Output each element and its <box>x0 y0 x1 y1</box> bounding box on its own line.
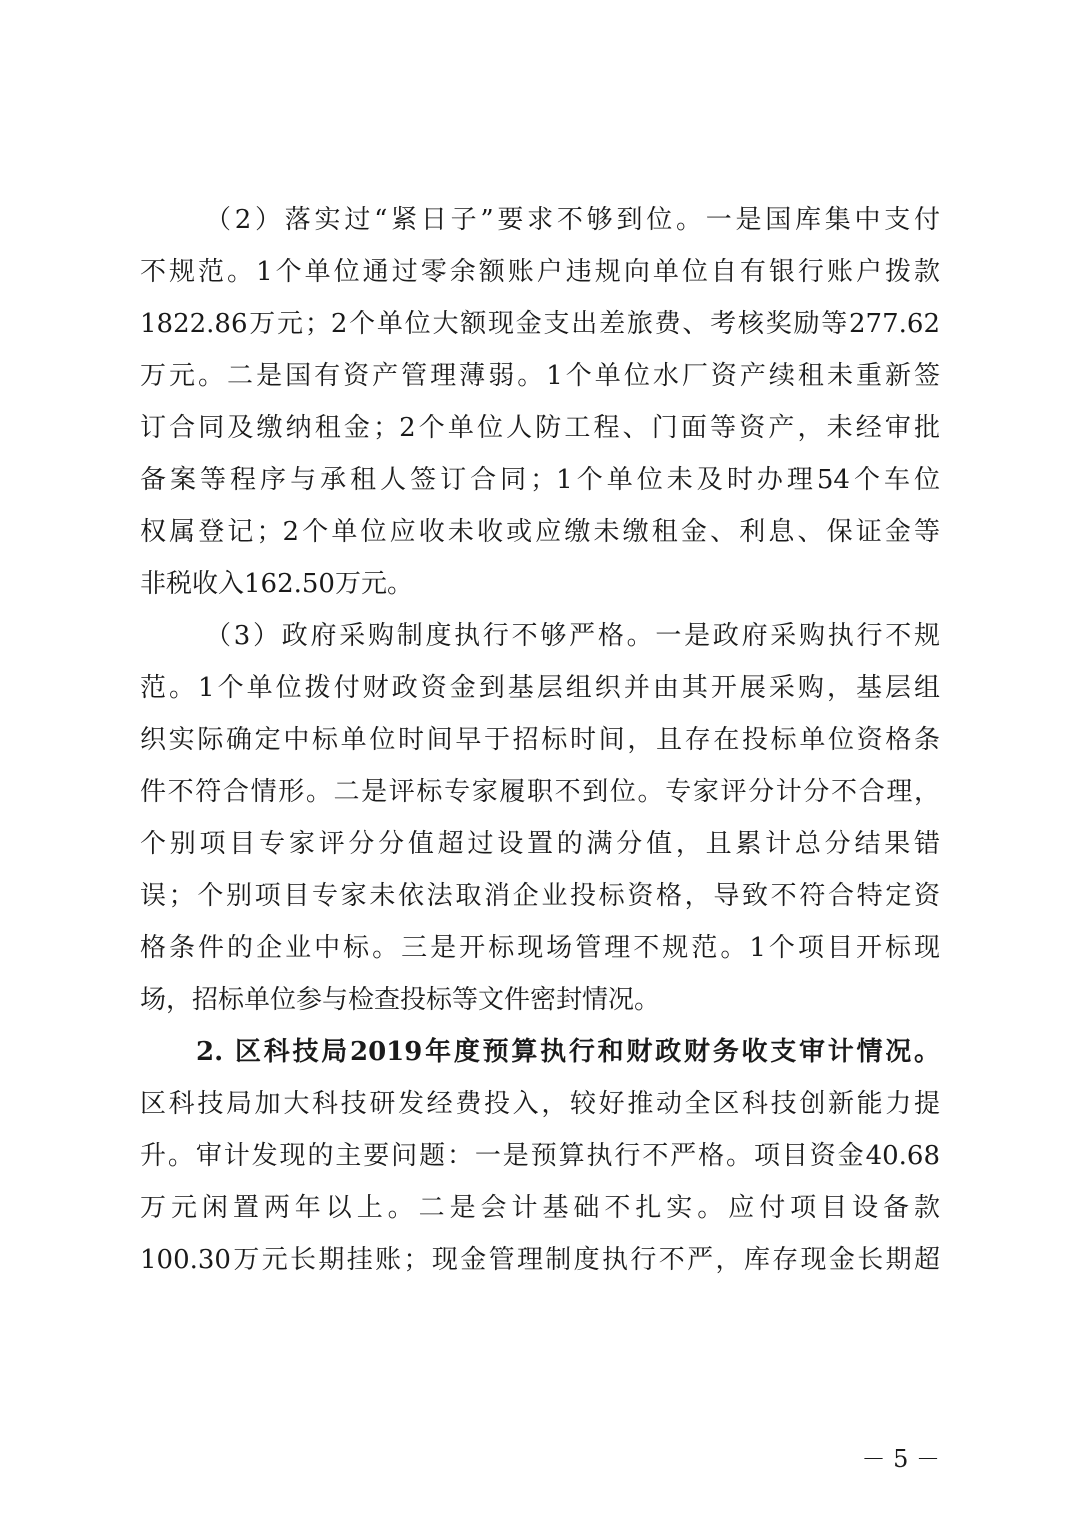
paragraph-line: （2）落实过“紧日子”要求不够到位。一是国库集中支付 <box>205 205 940 235</box>
paragraph-line: 权属登记；2个单位应收未收或应缴未缴租金、利息、保证金等 <box>140 517 940 547</box>
paragraph-line: 场，招标单位参与检查投标等文件密封情况。 <box>140 985 661 1015</box>
paragraph-line: 误；个别项目专家未依法取消企业投标资格，导致不符合特定资 <box>140 881 940 911</box>
paragraph-line: 万元闲置两年以上。二是会计基础不扎实。应付项目设备款 <box>140 1193 940 1223</box>
paragraph-line: 100.30万元长期挂账；现金管理制度执行不严，库存现金长期超 <box>140 1245 940 1275</box>
section-heading: 2. 区科技局2019年度预算执行和财政财务收支审计情况。 <box>196 1037 940 1067</box>
paragraph-line: 非税收入162.50万元。 <box>140 569 413 599</box>
paragraph-line: 格条件的企业中标。三是开标现场管理不规范。1个项目开标现 <box>140 933 940 963</box>
paragraph-line: 件不符合情形。二是评标专家履职不到位。专家评分计分不合理， <box>140 777 940 807</box>
page-number: － 5 － <box>861 1445 940 1473</box>
paragraph-line: （3）政府采购制度执行不够严格。一是政府采购执行不规 <box>205 621 940 651</box>
paragraph-line: 区科技局加大科技研发经费投入，较好推动全区科技创新能力提 <box>140 1089 940 1119</box>
paragraph-line: 备案等程序与承租人签订合同；1个单位未及时办理54个车位 <box>140 465 940 495</box>
paragraph-line: 个别项目专家评分分值超过设置的满分值，且累计总分结果错 <box>140 829 940 859</box>
paragraph-line: 不规范。1个单位通过零余额账户违规向单位自有银行账户拨款 <box>140 257 940 287</box>
paragraph-line: 升。审计发现的主要问题：一是预算执行不严格。项目资金40.68 <box>140 1141 940 1171</box>
paragraph-line: 范。1个单位拨付财政资金到基层组织并由其开展采购，基层组 <box>140 673 940 703</box>
paragraph-line: 织实际确定中标单位时间早于招标时间，且存在投标单位资格条 <box>140 725 940 755</box>
paragraph-line: 1822.86万元；2个单位大额现金支出差旅费、考核奖励等277.62 <box>140 309 940 339</box>
paragraph-line: 万元。二是国有资产管理薄弱。1个单位水厂资产续租未重新签 <box>140 361 940 391</box>
paragraph-line: 订合同及缴纳租金；2个单位人防工程、门面等资产，未经审批 <box>140 413 940 443</box>
